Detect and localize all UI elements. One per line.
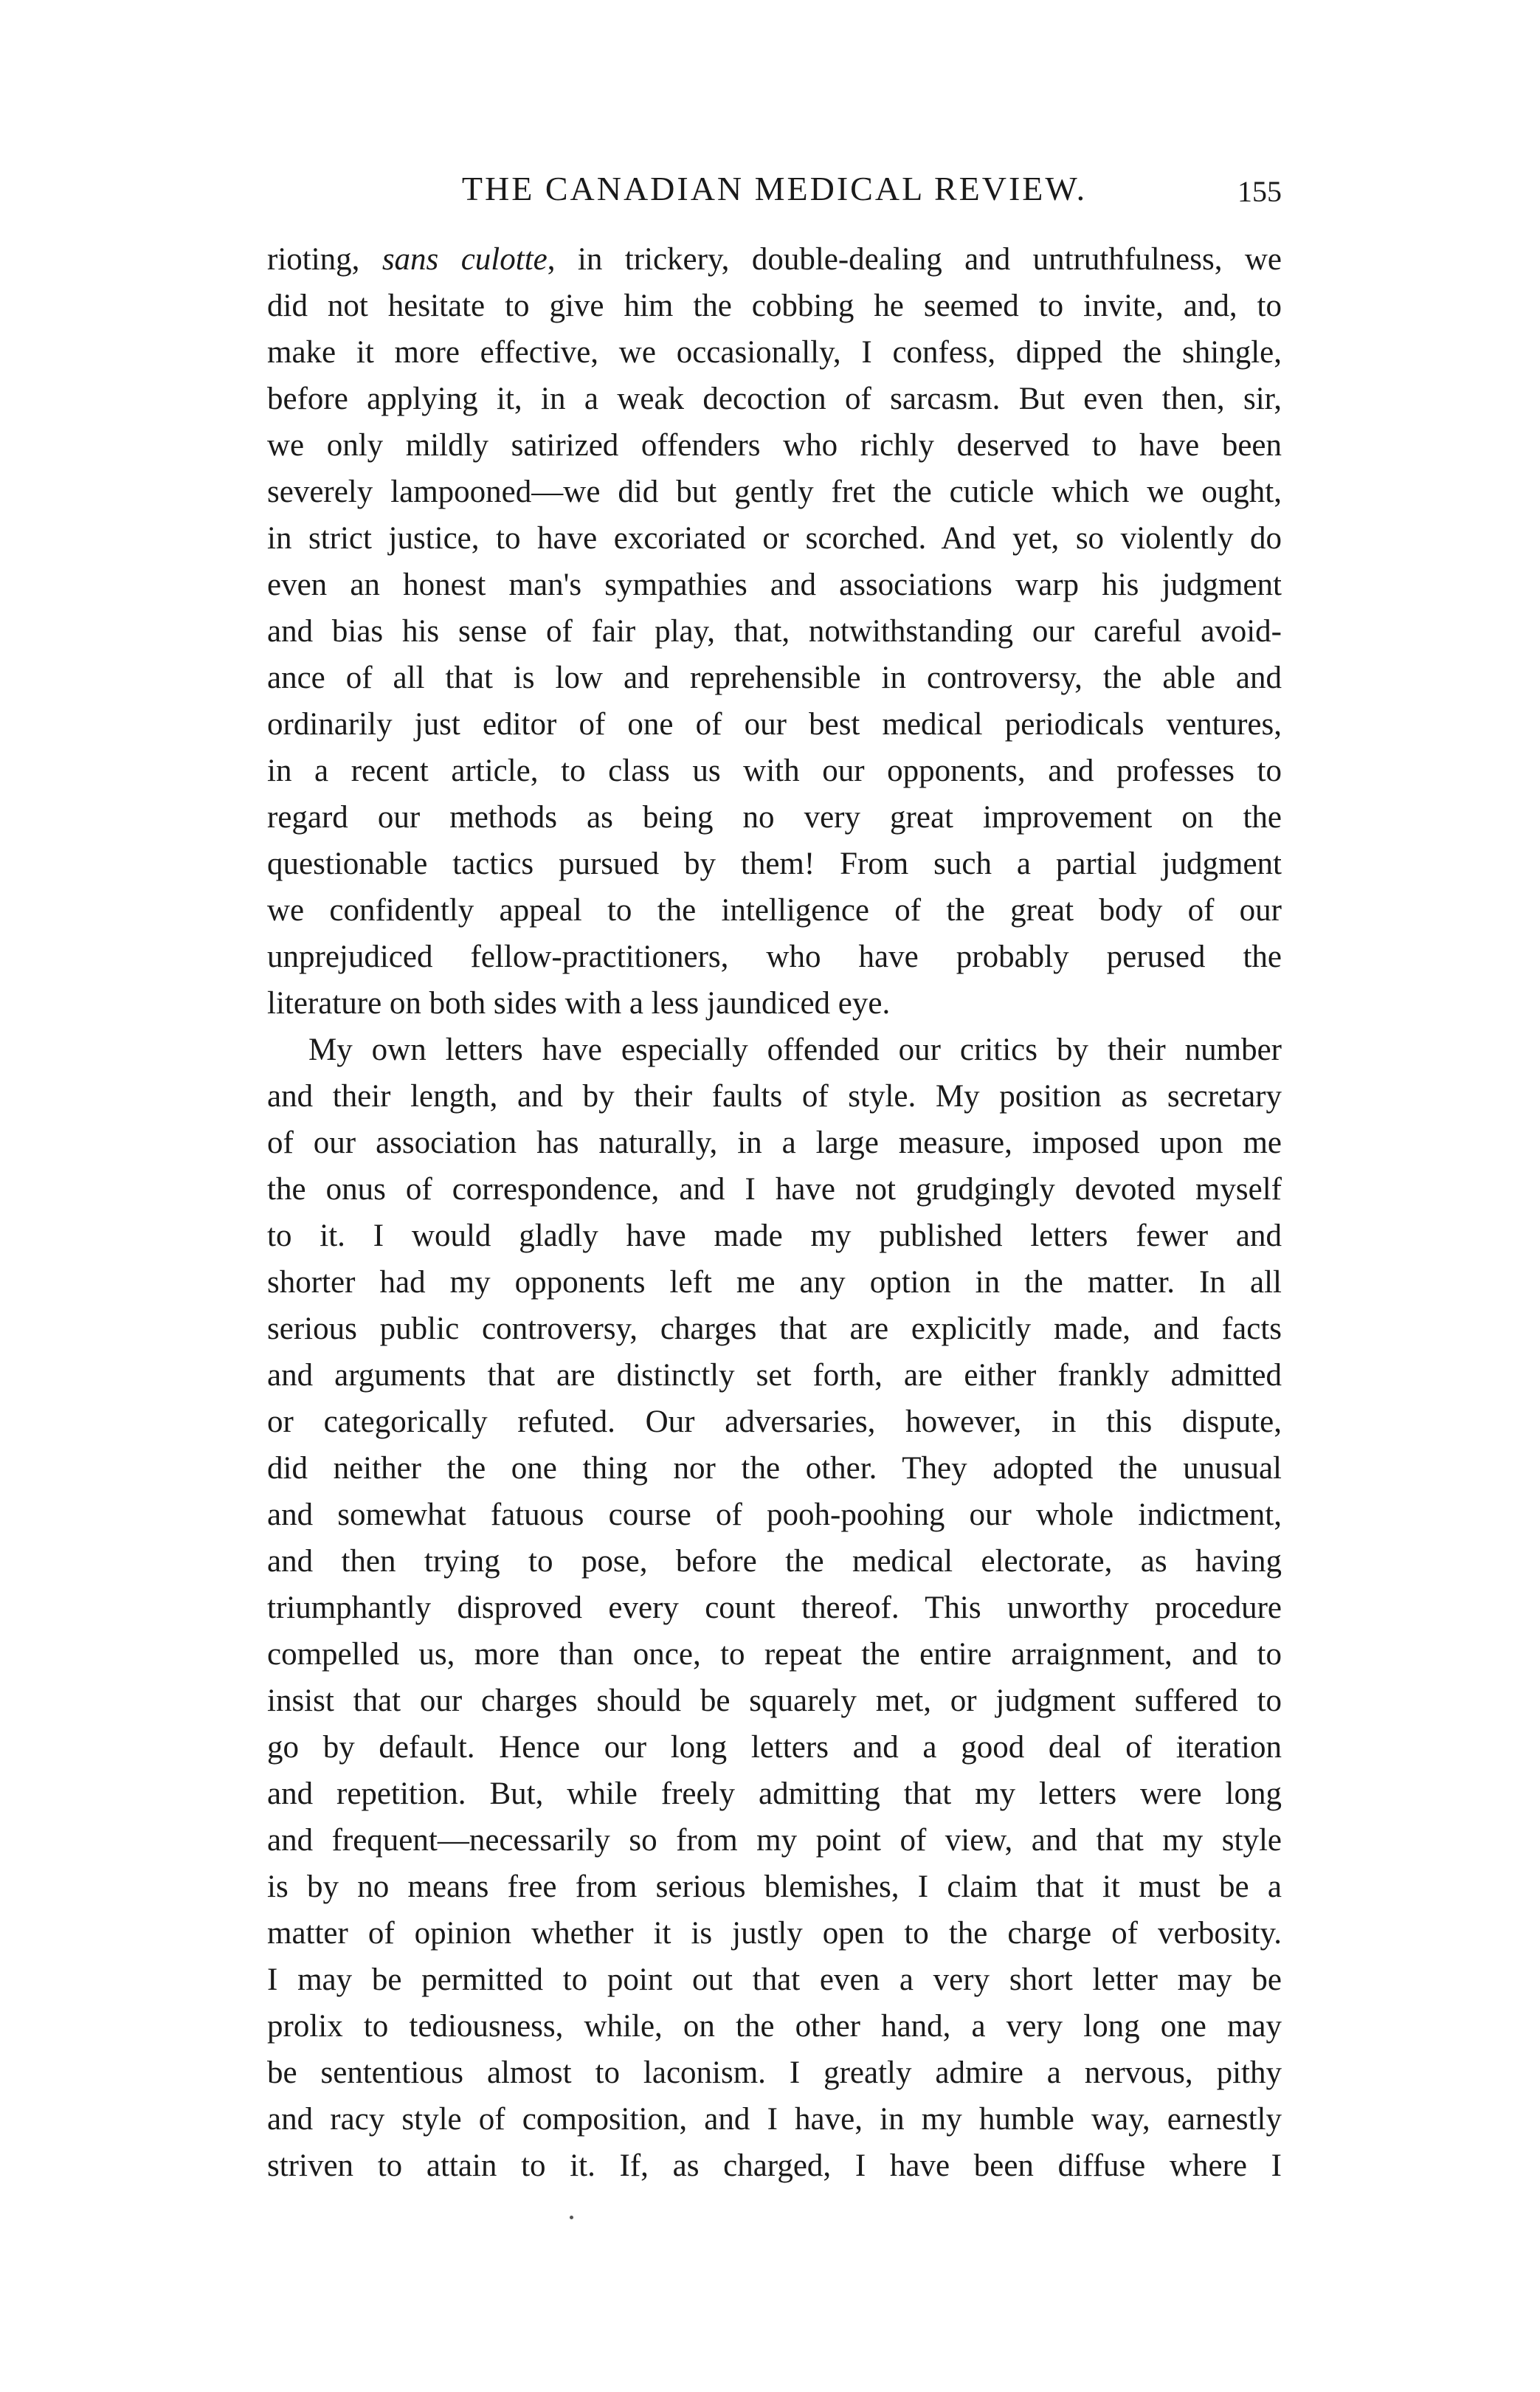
- text-line: rioting, sans culotte, in trickery, double-dealing and untruthfulness, we: [267, 242, 1282, 277]
- text-line: severely lampooned—we did but gently fret the cuticle which we ought,: [267, 475, 1282, 509]
- text-line: we confidently appeal to the intelligence of the great body of our: [267, 893, 1282, 928]
- text-line: compelled us, more than once, to repeat the entire arraignment, and to: [267, 1637, 1282, 1672]
- paragraph-1: [267, 236, 1282, 1027]
- text-line: did not hesitate to give him the cobbing he seemed to invite, and, to: [267, 289, 1282, 323]
- text-line: make it more effective, we occasionally, I confess, dipped the shingle,: [267, 335, 1282, 370]
- text-line: and then trying to pose, before the medical electorate, as having: [267, 1544, 1282, 1579]
- text-line: even an honest man's sympathies and associations warp his judgment: [267, 568, 1282, 602]
- ink-speck: [570, 2216, 573, 2219]
- text-line: insist that our charges should be squarely met, or judgment suffered to: [267, 1683, 1282, 1718]
- page-number: 155: [1237, 175, 1282, 208]
- text-line: in a recent article, to class us with our opponents, and professes to: [267, 754, 1282, 788]
- text-line: the onus of correspondence, and I have not grudgingly devoted myself: [267, 1172, 1282, 1207]
- text-line: and repetition. But, while freely admitting that my letters were long: [267, 1776, 1282, 1811]
- text-line: and racy style of composition, and I have, in my humble way, earnestly: [267, 2102, 1282, 2137]
- body-text: [267, 236, 1282, 2189]
- text-line: serious public controversy, charges that are explicitly made, and facts: [267, 1312, 1282, 1346]
- text-line: to it. I would gladly have made my published letters fewer and: [267, 1219, 1282, 1253]
- text-line: did neither the one thing nor the other. They adopted the unusual: [267, 1451, 1282, 1486]
- text-line: prolix to tediousness, while, on the other hand, a very long one may: [267, 2009, 1282, 2044]
- text-line: regard our methods as being no very great improvement on the: [267, 800, 1282, 835]
- text-line: go by default. Hence our long letters and a good deal of iteration: [267, 1730, 1282, 1765]
- text-line: of our association has naturally, in a large measure, imposed upon me: [267, 1126, 1282, 1160]
- text-line: is by no means free from serious blemishes, I claim that it must be a: [267, 1869, 1282, 1904]
- text-line: and frequent—necessarily so from my point of view, and that my style: [267, 1823, 1282, 1858]
- paragraph-2: [267, 1027, 1282, 2189]
- text-line: ordinarily just editor of one of our best medical periodicals ventures,: [267, 707, 1282, 742]
- running-head: THE CANADIAN MEDICAL REVIEW.: [461, 170, 1088, 207]
- text-line: and their length, and by their faults of style. My position as secretary: [267, 1079, 1282, 1114]
- text-line: in strict justice, to have excoriated or scorched. And yet, so violently do: [267, 521, 1282, 556]
- text-line: triumphantly disproved every count thereof. This unworthy procedure: [267, 1590, 1282, 1625]
- text-line: unprejudiced fellow-practitioners, who have probably perused the: [267, 940, 1282, 974]
- text-line: questionable tactics pursued by them! From such a partial judgment: [267, 847, 1282, 881]
- text-line: or categorically refuted. Our adversaries, however, in this dispute,: [267, 1404, 1282, 1439]
- text-line: striven to attain to it. If, as charged, I have been diffuse where I: [267, 2148, 1282, 2183]
- page-header: [267, 167, 1282, 211]
- text-line: matter of opinion whether it is justly open to the charge of verbosity.: [267, 1916, 1282, 1951]
- text-line: and somewhat fatuous course of pooh-poohing our whole indictment,: [267, 1497, 1282, 1532]
- text-line: ance of all that is low and reprehensible in controversy, the able and: [267, 661, 1282, 695]
- text-line: I may be permitted to point out that even a very short letter may be: [267, 1962, 1282, 1997]
- text-line: and arguments that are distinctly set forth, are either frankly admitted: [267, 1358, 1282, 1393]
- text-line: we only mildly satirized offenders who richly deserved to have been: [267, 428, 1282, 463]
- text-line: literature on both sides with a less jaundiced eye.: [267, 986, 891, 1021]
- text-line: before applying it, in a weak decoction of sarcasm. But even then, sir,: [267, 382, 1282, 416]
- text-line: be sententious almost to laconism. I greatly admire a nervous, pithy: [267, 2055, 1282, 2090]
- text-line: My own letters have especially offended our critics by their number: [308, 1033, 1282, 1067]
- text-line: and bias his sense of fair play, that, notwithstanding our careful avoid-: [267, 614, 1282, 649]
- text-line: shorter had my opponents left me any option in the matter. In all: [267, 1265, 1282, 1300]
